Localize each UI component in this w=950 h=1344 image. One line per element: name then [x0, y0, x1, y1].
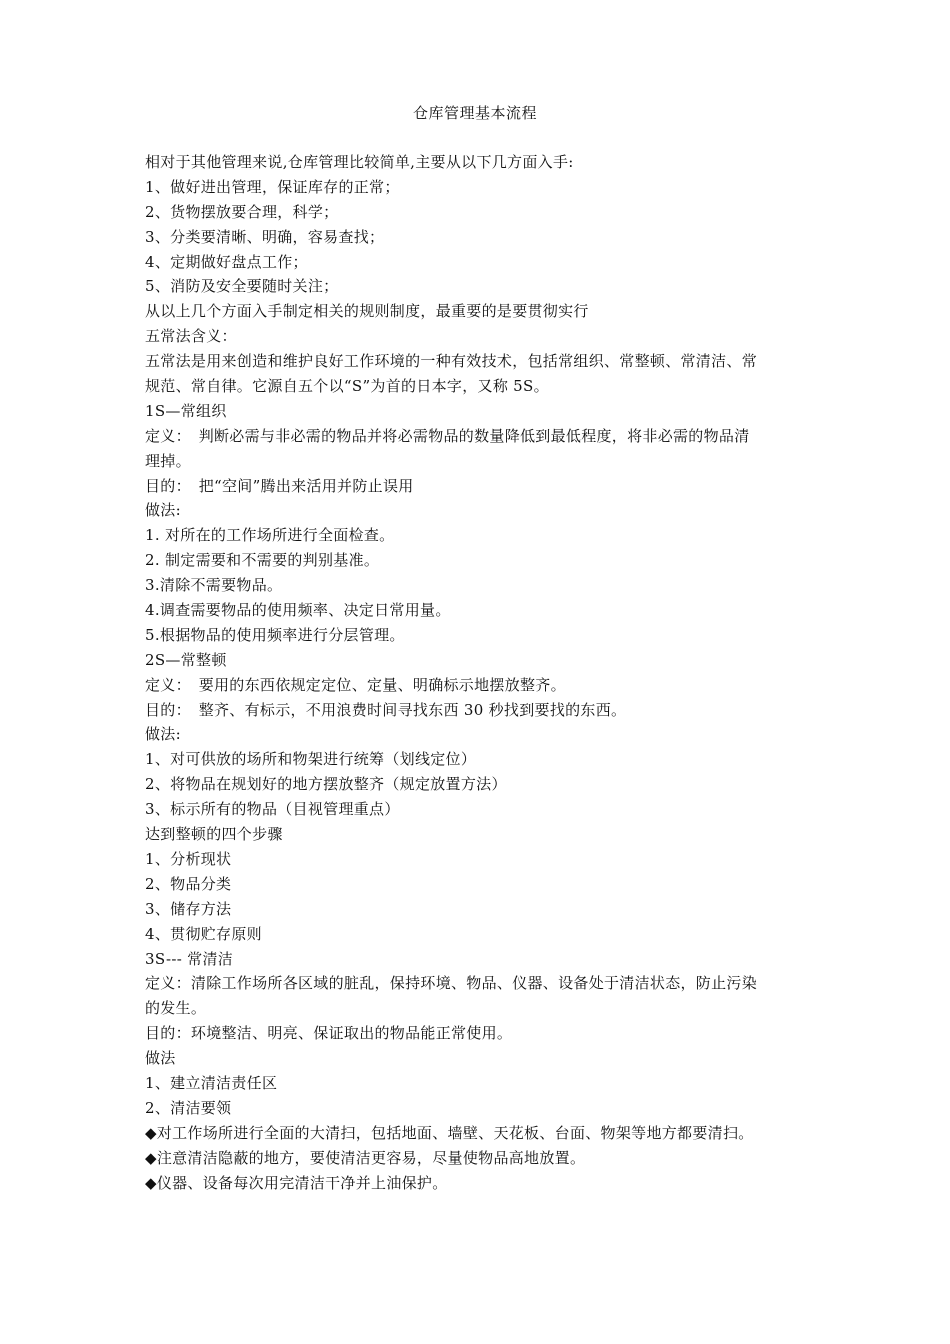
body-line: 3、储存方法: [145, 899, 232, 918]
body-line: 做法:: [145, 725, 181, 744]
body-line: 4.调查需要物品的使用频率、决定日常用量。: [145, 601, 451, 620]
body-line: 4、贯彻贮存原则: [145, 924, 262, 943]
body-line: 3、分类要清晰、明确，容易查找；: [145, 227, 385, 246]
document-body: [145, 150, 825, 1195]
body-line: 2、物品分类: [145, 874, 232, 893]
body-line: 的发生。: [145, 999, 207, 1018]
body-line: 1、建立清洁责任区: [145, 1073, 278, 1092]
body-line: 1、对可供放的场所和物架进行统筹（划线定位）: [145, 750, 477, 769]
body-line: 做法:: [145, 501, 181, 520]
body-line: 目的： 把“空间”腾出来活用并防止误用: [145, 476, 414, 495]
body-line: 5、消防及安全要随时关注；: [145, 277, 339, 296]
body-line: 3、标示所有的物品（目视管理重点）: [145, 800, 400, 819]
body-line: 1. 对所在的工作场所进行全面检查。: [145, 526, 395, 545]
body-line: 2、货物摆放要合理，科学；: [145, 202, 339, 221]
body-line: ◆仪器、设备每次用完清洁干净并上油保护。: [145, 1173, 448, 1192]
body-line: 达到整顿的四个步骤: [145, 825, 283, 844]
body-line: 2、清洁要领: [145, 1098, 232, 1117]
body-line: 目的： 整齐、有标示，不用浪费时间寻找东西 30 秒找到要找的东西。: [145, 700, 627, 719]
body-line: 相对于其他管理来说,仓库管理比较简单,主要从以下几方面入手:: [145, 153, 574, 171]
body-line: 5.根据物品的使用频率进行分层管理。: [145, 625, 405, 644]
body-line: 3.清除不需要物品。: [145, 576, 283, 595]
body-line: 3S--- 常清洁: [145, 949, 234, 968]
body-line: ◆注意清洁隐蔽的地方，要使清洁更容易，尽量使物品高地放置。: [145, 1148, 586, 1167]
body-line: 从以上几个方面入手制定相关的规则制度，最重要的是要贯彻实行: [145, 302, 589, 321]
body-line: 1、分析现状: [145, 849, 232, 868]
body-line: 2. 制定需要和不需要的判别基准。: [145, 551, 380, 570]
body-line: 目的：环境整洁、明亮、保证取出的物品能正常使用。: [145, 1024, 513, 1043]
body-line: 理掉。: [145, 451, 191, 470]
body-line: 五常法是用来创造和维护良好工作环境的一种有效技术，包括常组织、常整顿、常清洁、常: [145, 352, 758, 371]
body-line: 2、将物品在规划好的地方摆放整齐（规定放置方法）: [145, 775, 507, 794]
body-line: 做法: [145, 1049, 176, 1068]
document-title: 仓库管理基本流程: [412, 104, 537, 122]
body-line: 1S—常组织: [145, 401, 227, 420]
body-line: 4、定期做好盘点工作；: [145, 252, 308, 271]
body-line: 定义：清除工作场所各区域的脏乱，保持环境、物品、仪器、设备处于清洁状态，防止污染: [145, 974, 758, 993]
body-line: 定义： 判断必需与非必需的物品并将必需物品的数量降低到最低程度，将非必需的物品清: [145, 426, 750, 445]
body-line: 定义： 要用的东西依规定定位、定量、明确标示地摆放整齐。: [145, 675, 566, 694]
body-line: 2S—常整顿: [145, 650, 227, 669]
body-line: 规范、常自律。它源自五个以“S”为首的日本字，又称 5S。: [145, 377, 549, 396]
body-line: ◆对工作场所进行全面的大清扫，包括地面、墙壁、天花板、台面、物架等地方都要清扫。: [145, 1123, 754, 1142]
body-line: 五常法含义：: [145, 327, 237, 346]
body-line: 1、做好进出管理，保证库存的正常；: [145, 177, 400, 196]
